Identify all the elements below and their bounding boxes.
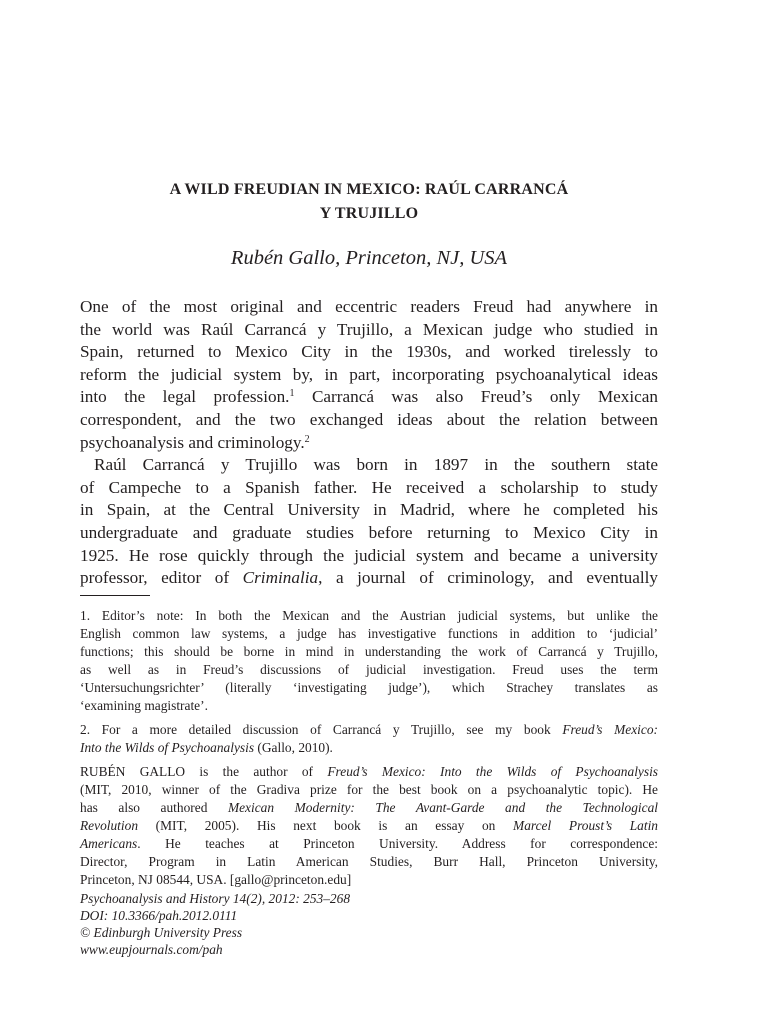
body-line: Raúl Carrancá y Trujillo was born in 1897 in the southern state xyxy=(94,455,658,475)
footnote-line: 1. Editor’s note: In both the Mexican and the Austrian judicial systems, but unlike the xyxy=(80,608,658,623)
body-line: into the legal profession.$^1$ Carrancá was also Freud’s only Mexican xyxy=(80,387,658,407)
footnote-line: functions; this should be borne in mind in understanding the work of Carrancá y Trujillo, xyxy=(80,644,658,659)
footnote-line: Into the Wilds of Psychoanalysis (Gallo, 2010). xyxy=(80,740,333,755)
footnote-ref-2[interactable]: 2 xyxy=(304,433,310,445)
bio-line: has also authored Mexican Modernity: The Avant-Garde and the Technological xyxy=(80,800,658,815)
footnote-line: ‘examining magistrate’. xyxy=(80,698,208,713)
bio-line: RUBÉN GALLO is the author of Freud’s Mexico: Into the Wilds of Psychoanalysis xyxy=(80,764,658,779)
body-line: 1925. He rose quickly through the judicial system and became a university xyxy=(80,545,658,565)
body-line: psychoanalysis and criminology.$^2$ xyxy=(80,432,310,452)
journal-citation: Psychoanalysis and History 14(2), 2012: 253–268 xyxy=(80,891,351,906)
article-title xyxy=(80,178,658,226)
journal-footer xyxy=(80,890,658,958)
body-line: reform the judicial system by, in part, incorporating psychoanalytical ideas xyxy=(80,364,658,384)
journal-url-link[interactable]: www.eupjournals.com/pah xyxy=(80,942,223,957)
bio-line: Americans. He teaches at Princeton University. Address for correspondence: xyxy=(80,836,658,851)
author-bio xyxy=(80,763,658,889)
body-line: One of the most original and eccentric readers Freud had anywhere in xyxy=(80,297,658,316)
body-line: professor, editor of Criminalia, a journal of criminology, and eventually xyxy=(80,568,658,588)
bio-line: Princeton, NJ 08544, USA. [gallo@princeton.edu] xyxy=(80,872,352,887)
body-line: Spain, returned to Mexico City in the 1930s, and worked tirelessly to xyxy=(80,342,658,362)
author-line: Rubén Gallo, Princeton, NJ, USA xyxy=(230,247,508,269)
footnote-ref-1[interactable]: 1 xyxy=(289,388,295,400)
article-body xyxy=(80,296,658,590)
body-line: undergraduate and graduate studies before returning to Mexico City in xyxy=(80,522,658,542)
footnote-line: as well as in Freud’s discussions of judicial investigation. Freud uses the term xyxy=(80,662,658,677)
footnote-line: English common law systems, a judge has investigative functions in addition to ‘judicial’ xyxy=(80,626,658,641)
bio-line: Director, Program in Latin American Studies, Burr Hall, Princeton University, xyxy=(80,854,658,869)
footnote-1 xyxy=(80,607,658,715)
title-line-1: A WILD FREUDIAN IN MEXICO: RAÚL CARRANCÁ xyxy=(169,181,569,198)
body-line: in Spain, at the Central University in Madrid, where he completed his xyxy=(80,500,658,520)
footnote-divider xyxy=(80,595,150,596)
title-line-2: Y TRUJILLO xyxy=(319,205,419,222)
doi-line[interactable]: DOI: 10.3366/pah.2012.0111 xyxy=(80,908,238,923)
footnote-line: 2. For a more detailed discussion of Carrancá y Trujillo, see my book Freud’s Mexico: xyxy=(80,722,658,737)
bio-line: Revolution (MIT, 2005). His next book is an essay on Marcel Proust’s Latin xyxy=(80,818,658,833)
footnote-2 xyxy=(80,721,658,757)
body-line: correspondent, and the two exchanged ideas about the relation between xyxy=(80,409,658,429)
body-line: of Campeche to a Spanish father. He received a scholarship to study xyxy=(80,477,658,497)
bio-line: (MIT, 2010, winner of the Gradiva prize for the best book on a psychoanalytic topic). He xyxy=(80,782,658,797)
footnotes xyxy=(80,607,658,889)
body-line: the world was Raúl Carrancá y Trujillo, a Mexican judge who studied in xyxy=(80,319,658,339)
footnote-line: ‘Untersuchungsrichter’ (literally ‘investigating judge’), which Strachey translates as xyxy=(80,680,658,695)
publisher-line: © Edinburgh University Press xyxy=(80,925,243,940)
